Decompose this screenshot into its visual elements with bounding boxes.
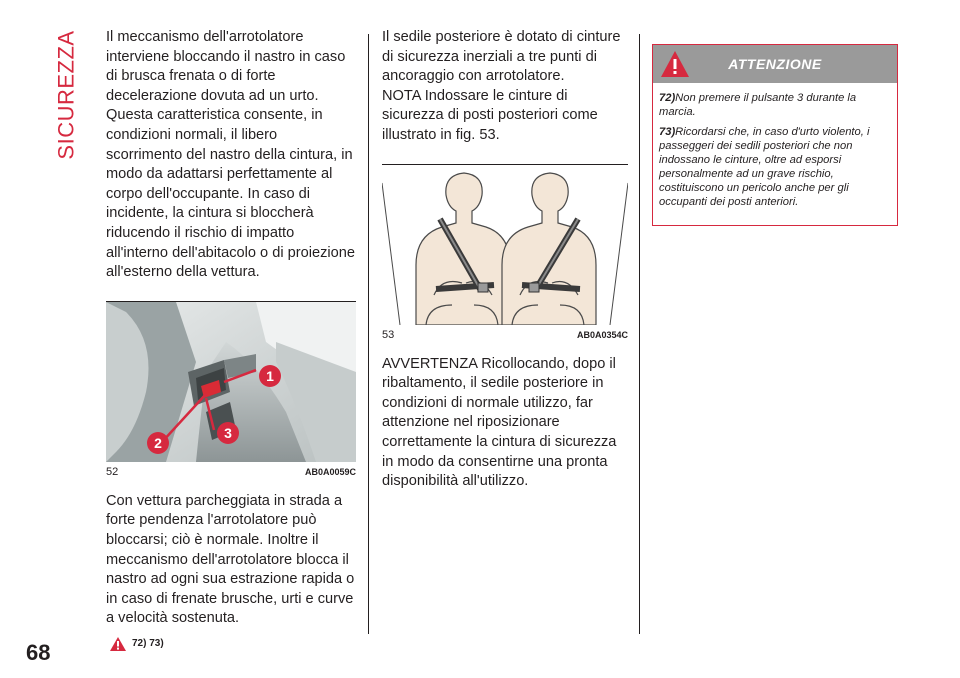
figure-number: 52 <box>106 465 119 478</box>
figure-52 <box>106 301 356 478</box>
column-left <box>106 28 356 651</box>
figure-code: AB0A0354C <box>576 329 628 340</box>
column-divider <box>639 34 640 634</box>
paragraph-rear-seat-belts: Il sedile posteriore è dotato di cinture di sicurezza inerziali a tre punti di ancoraggio con arrotolatore. <box>382 29 621 85</box>
section-title-text: SICUREZZA <box>54 30 79 160</box>
attention-item-number: 72) <box>659 92 676 104</box>
attention-header <box>653 45 897 83</box>
svg-text:1: 1 <box>266 367 274 384</box>
warning-triangle-icon <box>110 637 126 651</box>
section-title <box>52 30 82 160</box>
attention-item <box>659 91 889 119</box>
attention-item <box>659 125 889 209</box>
svg-text:2: 2 <box>154 434 162 451</box>
attention-item-text: Ricordarsi che, in caso d'urto violento, i passeggeri dei sedili posteriori che non indossano le cinture, oltre ad esporsi personalmente ad un grave rischio, costituiscono un pericolo anche per gli occupanti dei posti anteriori. <box>659 126 870 208</box>
attention-body <box>653 83 897 225</box>
paragraph-parking-slope: Con vettura parcheggiata in strada a forte pendenza l'arrotolatore può bloccarsi; ciò è normale. Inoltre il meccanismo dell'arrotolatore blocca il nastro ad ogni sua estrazione rapida o in caso di frenate brusche, urti e curve a velocità sostenuta. <box>106 492 355 627</box>
attention-title: ATTENZIONE <box>728 56 822 72</box>
paragraph-avvertenza: AVVERTENZA Ricollocando, dopo il ribaltamento, il sedile posteriore in condizioni di normale utilizzo, far attenzione nel riposizionare correttamente la cintura di sicurezza in modo da consentirne una pronta disponibilità all'utilizzo. <box>382 355 617 490</box>
column-right <box>652 44 898 226</box>
rear-passengers-seatbelt-illustration <box>382 165 628 325</box>
attention-box <box>652 44 898 226</box>
seatbelt-buckle-photo <box>106 302 356 462</box>
page-number: 68 <box>26 640 51 665</box>
svg-text:3: 3 <box>224 424 232 441</box>
warning-references <box>110 637 356 651</box>
figure-53-caption <box>382 329 628 341</box>
figure-number: 53 <box>382 328 395 341</box>
warning-triangle-icon <box>661 51 689 77</box>
paragraph-retractor-mechanism: Il meccanismo dell'arrotolatore interviene bloccando il nastro in caso di brusca frenata o di forte decelerazione dovuta ad un urto. Questa caratteristica consente, in condizioni normali, il libero scorrimento del nastro della cintura, in modo da adattarsi perfettamente al corpo dell'occupante. In caso di incidente, la cintura si bloccherà riducendo il rischio di impatto all'interno dell'abitacolo o di proiezione all'esterno della vettura. <box>106 29 355 281</box>
figure-code: AB0A0059C <box>304 466 356 477</box>
figure-53 <box>382 164 628 341</box>
warning-reference-numbers: 72) 73) <box>132 638 164 650</box>
figure-52-caption <box>106 466 356 478</box>
column-divider <box>368 34 369 634</box>
column-middle <box>382 28 628 492</box>
attention-item-text: Non premere il pulsante 3 durante la marcia. <box>659 92 857 118</box>
attention-item-number: 73) <box>659 126 676 138</box>
paragraph-nota: NOTA Indossare le cinture di sicurezza di posti posteriori come illustrato in fig. 53. <box>382 87 598 143</box>
